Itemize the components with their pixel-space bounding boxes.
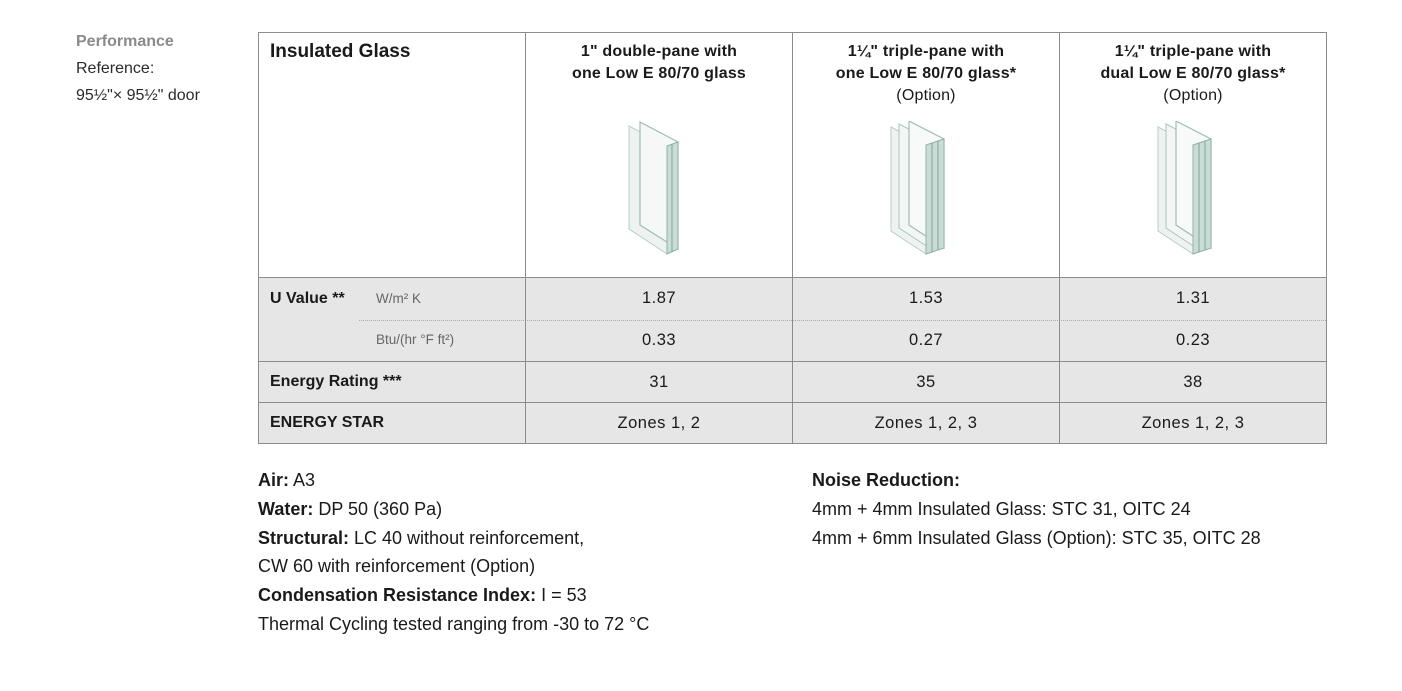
u-value-imperial: 0.23 <box>1175 331 1211 349</box>
structural-spec-cont: CW 60 with reinforcement (Option) <box>258 556 536 577</box>
energy-star-label: ENERGY STAR <box>270 414 385 431</box>
triple-pane-glass-image <box>793 121 1059 256</box>
spec-label: Air: <box>258 470 289 490</box>
noise-line: 4mm + 4mm Insulated Glass: STC 31, OITC 24 <box>812 498 1191 519</box>
column-header-1 <box>526 41 792 85</box>
energy-star-value: Zones 1, 2 <box>617 414 701 432</box>
door-size: 95½"× 95½" door <box>76 87 200 104</box>
structural-spec <box>258 524 649 553</box>
noise-heading: Noise Reduction: <box>812 470 961 490</box>
dotted-divider <box>359 320 1326 321</box>
option-note: (Option) <box>1163 87 1223 104</box>
spec-value: LC 40 without reinforcement, <box>349 527 585 548</box>
spec-label: Structural: <box>258 527 350 548</box>
reference-block <box>76 28 200 109</box>
option-note: (Option) <box>896 87 956 104</box>
spec-value: DP 50 (360 Pa) <box>313 498 443 519</box>
reference-label: Reference: <box>76 60 155 77</box>
thermal-cycling-spec: Thermal Cycling tested ranging from -30 to 72 °C <box>258 613 650 634</box>
noise-reduction-block <box>812 466 1261 552</box>
column-header-line: 1¼" triple-pane with <box>847 43 1005 60</box>
column-header-line: 1" double-pane with <box>580 43 738 60</box>
spec-label: Condensation Resistance Index: <box>258 585 537 606</box>
water-spec <box>258 495 649 524</box>
column-header-line: one Low E 80/70 glass* <box>835 65 1017 82</box>
double-pane-glass-image <box>526 121 792 256</box>
u-value-metric: 1.31 <box>1175 289 1211 307</box>
energy-rating-value: 38 <box>1183 373 1203 391</box>
noise-line: 4mm + 6mm Insulated Glass (Option): STC 35, OITC 28 <box>812 527 1261 548</box>
energy-rating-value: 31 <box>649 373 669 391</box>
spec-value: I = 53 <box>536 585 587 606</box>
u-value-unit-metric: W/m² K <box>376 291 421 306</box>
specifications-list <box>258 466 649 639</box>
condensation-spec <box>258 581 649 610</box>
performance-heading: Performance <box>76 33 174 50</box>
column-header-line: dual Low E 80/70 glass* <box>1100 65 1286 82</box>
table-title: Insulated Glass <box>270 41 411 62</box>
column-header-3 <box>1060 41 1326 107</box>
u-value-imperial: 0.33 <box>641 331 677 349</box>
energy-rating-value: 35 <box>916 373 936 391</box>
u-value-imperial: 0.27 <box>908 331 944 349</box>
u-value-unit-imperial: Btu/(hr °F ft²) <box>376 332 455 347</box>
triple-pane-dual-lowe-glass-image <box>1060 121 1326 256</box>
u-value-metric: 1.87 <box>641 289 677 307</box>
energy-star-value: Zones 1, 2, 3 <box>1141 414 1245 432</box>
energy-rating-label: Energy Rating *** <box>270 373 402 390</box>
u-value-metric: 1.53 <box>908 289 944 307</box>
column-header-line: 1¼" triple-pane with <box>1114 43 1272 60</box>
spec-value: A3 <box>289 470 316 490</box>
u-value-label: U Value ** <box>270 290 345 307</box>
spec-label: Water: <box>258 498 314 519</box>
column-header-2 <box>793 41 1059 107</box>
energy-star-value: Zones 1, 2, 3 <box>874 414 978 432</box>
column-header-line: one Low E 80/70 glass <box>571 65 747 82</box>
air-spec <box>258 466 649 495</box>
performance-table <box>258 32 1327 444</box>
